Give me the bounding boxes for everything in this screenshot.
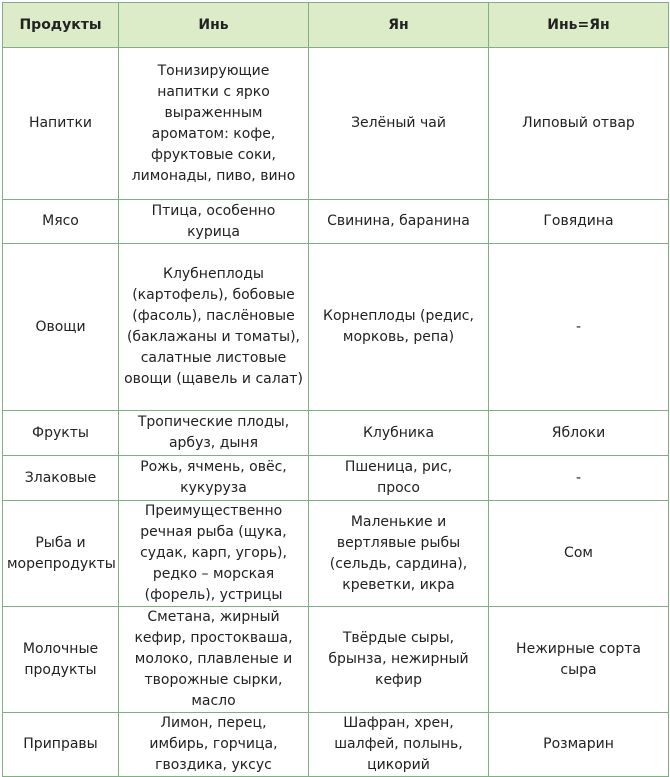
cell-yin: Преимущественно речная рыба (щука, судак, карп, угорь), редко – морская (форель), устрицы (119, 501, 309, 607)
cell-yin: Тонизирующие напитки с ярко выраженным ароматом: кофе, фруктовые соки, лимонады, пиво, вино (119, 48, 309, 200)
cell-product: Приправы (3, 713, 119, 777)
cell-yang: Маленькие и вертлявые рыбы (сельдь, сардина), креветки, икра (309, 501, 489, 607)
cell-yang: Зелёный чай (309, 48, 489, 200)
cell-yin: Тропические плоды, арбуз, дыня (119, 411, 309, 456)
cell-yang: Клубника (309, 411, 489, 456)
cell-yang: Пшеница, рис, просо (309, 456, 489, 501)
cell-product: Напитки (3, 48, 119, 200)
cell-yin: Сметана, жирный кефир, простокваша, молоко, плавленые и творожные сырки, масло (119, 607, 309, 713)
cell-yang: Твёрдые сыры, брынза, нежирный кефир (309, 607, 489, 713)
table-row (3, 48, 669, 200)
table-row (3, 200, 669, 244)
cell-yang: Шафран, хрен, шалфей, полынь, цикорий (309, 713, 489, 777)
cell-product: Фрукты (3, 411, 119, 456)
header-yin: Инь (119, 3, 309, 48)
cell-product: Рыба и морепродукты (3, 501, 119, 607)
cell-neutral: Сом (489, 501, 669, 607)
table-row (3, 501, 669, 607)
cell-yin: Рожь, ячмень, овёс, кукуруза (119, 456, 309, 501)
food-yin-yang-table (2, 2, 669, 777)
cell-neutral: Розмарин (489, 713, 669, 777)
cell-yin: Лимон, перец, имбирь, горчица, гвоздика, уксус (119, 713, 309, 777)
table-row (3, 456, 669, 501)
cell-yin: Клубнеплоды (картофель), бобовые (фасоль), паслёновые (баклажаны и томаты), салатные листовые овощи (щавель и салат) (119, 244, 309, 411)
table-row (3, 244, 669, 411)
table-row (3, 607, 669, 713)
table-row (3, 713, 669, 777)
header-products: Продукты (3, 3, 119, 48)
header-yang: Ян (309, 3, 489, 48)
cell-product: Овощи (3, 244, 119, 411)
header-row (3, 3, 669, 48)
cell-product: Мясо (3, 200, 119, 244)
header-yin-equals-yang: Инь=Ян (489, 3, 669, 48)
cell-product: Молочные продукты (3, 607, 119, 713)
cell-neutral: - (489, 244, 669, 411)
cell-yang: Свинина, баранина (309, 200, 489, 244)
cell-yang: Корнеплоды (редис, морковь, репа) (309, 244, 489, 411)
cell-neutral: Липовый отвар (489, 48, 669, 200)
cell-neutral: Нежирные сорта сыра (489, 607, 669, 713)
table-row (3, 411, 669, 456)
cell-product: Злаковые (3, 456, 119, 501)
cell-neutral: Яблоки (489, 411, 669, 456)
cell-yin: Птица, особенно курица (119, 200, 309, 244)
cell-neutral: - (489, 456, 669, 501)
cell-neutral: Говядина (489, 200, 669, 244)
